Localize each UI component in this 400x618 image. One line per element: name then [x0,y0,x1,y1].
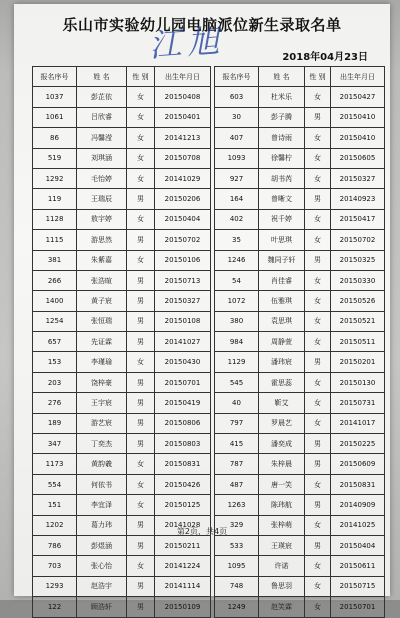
document-date: 2018年04月23日 [282,52,368,63]
table-row [215,250,385,270]
cell-gender: 男 [305,107,331,127]
table-row [33,209,211,229]
cell-id: 276 [33,393,77,413]
cell-gender: 女 [305,393,331,413]
cell-name: 何依书 [77,474,127,494]
cell-gender: 女 [305,332,331,352]
cell-id: 603 [215,87,259,107]
table-row [33,495,211,515]
cell-gender: 男 [305,352,331,372]
cell-dob: 20150106 [155,250,211,270]
cell-id: 1254 [33,311,77,331]
table-row [215,168,385,188]
cell-name: 曾晰文 [259,189,305,209]
cell-dob: 20150803 [155,434,211,454]
cell-id: 487 [215,474,259,494]
cell-name: 王宇宸 [77,393,127,413]
cell-gender: 女 [305,128,331,148]
cell-gender: 女 [305,87,331,107]
cell-dob: 20150410 [331,128,385,148]
page-footer: 第2页，共4页 [176,527,228,536]
cell-id: 380 [215,311,259,331]
cell-dob: 20150325 [331,250,385,270]
cell-gender: 女 [127,87,155,107]
cell-id: 122 [33,597,77,617]
cell-id: 787 [215,454,259,474]
cell-gender: 男 [305,434,331,454]
cell-name: 饶梓豪 [77,372,127,392]
cell-gender: 女 [127,168,155,188]
cell-gender: 女 [127,352,155,372]
cell-gender: 男 [127,189,155,209]
cell-name: 顾浩轩 [77,597,127,617]
cell-dob: 20150408 [155,87,211,107]
cell-gender: 女 [305,270,331,290]
table-row [33,148,211,168]
cell-dob: 20141224 [155,556,211,576]
cell-dob: 20150731 [331,393,385,413]
cell-name: 张恒瑞 [77,311,127,331]
cell-gender: 女 [127,250,155,270]
cell-dob: 20150831 [331,474,385,494]
cell-name: 霍思蕊 [259,372,305,392]
table-row [215,270,385,290]
cell-name: 杜米乐 [259,87,305,107]
table-row [33,128,211,148]
cell-name: 潘奕成 [259,434,305,454]
cell-id: 984 [215,332,259,352]
header-id: 报名序号 [215,67,259,87]
cell-gender: 男 [127,332,155,352]
cell-id: 1263 [215,495,259,515]
cell-id: 533 [215,535,259,555]
cell-name: 陈玮航 [259,495,305,515]
cell-id: 1293 [33,576,77,596]
table-row [33,474,211,494]
cell-name: 周静萱 [259,332,305,352]
table-row [215,87,385,107]
cell-name: 王瑞辰 [77,189,127,209]
cell-gender: 女 [127,128,155,148]
cell-name: 游艺宸 [77,413,127,433]
cell-id: 266 [33,270,77,290]
cell-name: 刘琪涵 [77,148,127,168]
table-row [33,393,211,413]
table-row [33,107,211,127]
table-row [33,454,211,474]
table-row [33,168,211,188]
cell-dob: 20150701 [331,597,385,617]
cell-id: 86 [33,128,77,148]
cell-gender: 女 [127,209,155,229]
table-row [33,556,211,576]
cell-name: 唐一笑 [259,474,305,494]
cell-id: 1246 [215,250,259,270]
cell-id: 657 [33,332,77,352]
cell-dob: 20150702 [155,230,211,250]
cell-name: 丁奕杰 [77,434,127,454]
cell-gender: 男 [127,434,155,454]
table-header-row [215,67,385,87]
cell-id: 1400 [33,291,77,311]
cell-dob: 20150526 [331,291,385,311]
cell-name: 许诺 [259,556,305,576]
cell-dob: 20150327 [331,168,385,188]
cell-id: 519 [33,148,77,168]
cell-gender: 女 [127,556,155,576]
header-dob: 出生年月日 [155,67,211,87]
cell-name: 赵浩宇 [77,576,127,596]
cell-dob: 20150206 [155,189,211,209]
table-row [33,413,211,433]
cell-dob: 20141025 [331,515,385,535]
cell-id: 786 [33,535,77,555]
cell-gender: 女 [305,556,331,576]
cell-gender: 女 [305,230,331,250]
cell-dob: 20150611 [331,556,385,576]
cell-gender: 男 [305,454,331,474]
table-row [33,87,211,107]
cell-id: 1115 [33,230,77,250]
cell-name: 吕欣睿 [77,107,127,127]
cell-id: 407 [215,128,259,148]
handwritten-signature: 江旭 [147,21,227,65]
cell-gender: 男 [127,597,155,617]
cell-gender: 女 [305,474,331,494]
cell-name: 先证霖 [77,332,127,352]
cell-dob: 20141029 [155,168,211,188]
table-row [215,311,385,331]
cell-name: 彭煜涵 [77,535,127,555]
cell-name: 祝千婷 [259,209,305,229]
cell-name: 曾诗雨 [259,128,305,148]
cell-id: 1249 [215,597,259,617]
cell-id: 381 [33,250,77,270]
cell-dob: 20150426 [155,474,211,494]
cell-id: 554 [33,474,77,494]
cell-name: 胡书芮 [259,168,305,188]
table-row [215,535,385,555]
table-row [33,291,211,311]
cell-name: 王瑛宸 [259,535,305,555]
cell-dob: 20150701 [155,372,211,392]
cell-id: 30 [215,107,259,127]
cell-gender: 女 [127,495,155,515]
cell-id: 402 [215,209,259,229]
cell-id: 1037 [33,87,77,107]
cell-dob: 20150521 [331,311,385,331]
table-row [215,393,385,413]
header-id: 报名序号 [33,67,77,87]
document-sheet [14,4,390,611]
cell-dob: 20150609 [331,454,385,474]
table-row [33,535,211,555]
cell-dob: 20150417 [331,209,385,229]
cell-dob: 20150806 [155,413,211,433]
table-row [215,372,385,392]
cell-dob: 20150713 [155,270,211,290]
cell-id: 164 [215,189,259,209]
table-row [215,148,385,168]
cell-name: 游思然 [77,230,127,250]
cell-id: 415 [215,434,259,454]
cell-gender: 女 [127,454,155,474]
cell-name: 魏同子轩 [259,250,305,270]
cell-gender: 男 [127,311,155,331]
cell-dob: 20150130 [331,372,385,392]
cell-gender: 男 [127,270,155,290]
table-row [215,230,385,250]
cell-dob: 20150401 [155,107,211,127]
cell-name: 黄韵羲 [77,454,127,474]
cell-gender: 男 [305,189,331,209]
cell-name: 朱梓晨 [259,454,305,474]
cell-gender: 女 [305,209,331,229]
cell-dob: 20140923 [331,189,385,209]
table-row [33,434,211,454]
cell-gender: 男 [127,291,155,311]
cell-dob: 20150108 [155,311,211,331]
cell-id: 1072 [215,291,259,311]
cell-name: 赵笑霖 [259,597,305,617]
cell-name: 朱紫嘉 [77,250,127,270]
cell-name: 毛怡婷 [77,168,127,188]
cell-name: 葛力玮 [77,515,127,535]
header-gender: 性 别 [305,67,331,87]
table-header-row [33,67,211,87]
cell-name: 靳艾 [259,393,305,413]
header-name: 姓 名 [259,67,305,87]
table-row [215,474,385,494]
cell-name: 黄子宸 [77,291,127,311]
cell-name: 罗晨艺 [259,413,305,433]
cell-gender: 女 [305,576,331,596]
cell-dob: 20141028 [155,515,211,535]
cell-dob: 20150430 [155,352,211,372]
cell-dob: 20150427 [331,87,385,107]
cell-gender: 男 [305,495,331,515]
cell-name: 彭芷依 [77,87,127,107]
table-row [33,576,211,596]
cell-dob: 20150225 [331,434,385,454]
cell-name: 敖宇婷 [77,209,127,229]
table-row [33,250,211,270]
cell-id: 54 [215,270,259,290]
cell-gender: 女 [305,372,331,392]
cell-gender: 男 [305,250,331,270]
cell-name: 潘玮宸 [259,352,305,372]
table-row [33,332,211,352]
cell-gender: 女 [305,515,331,535]
cell-dob: 20141017 [331,413,385,433]
cell-gender: 男 [127,515,155,535]
cell-dob: 20150511 [331,332,385,352]
table-row [215,352,385,372]
cell-id: 1202 [33,515,77,535]
cell-id: 1292 [33,168,77,188]
cell-id: 153 [33,352,77,372]
cell-gender: 男 [127,535,155,555]
table-row [33,270,211,290]
table-row [215,291,385,311]
cell-gender: 女 [305,311,331,331]
cell-id: 40 [215,393,259,413]
cell-dob: 20150605 [331,148,385,168]
document-title: 乐山市实验幼儿园电脑派位新生录取名单 [62,16,342,34]
table-row [215,128,385,148]
table-row [215,189,385,209]
cell-dob: 20150201 [331,352,385,372]
cell-name: 李宜泽 [77,495,127,515]
cell-name: 张心怡 [77,556,127,576]
cell-id: 797 [215,413,259,433]
table-row [215,454,385,474]
cell-gender: 男 [127,393,155,413]
cell-dob: 20150708 [155,148,211,168]
cell-dob: 20150715 [331,576,385,596]
cell-id: 1093 [215,148,259,168]
header-gender: 性 别 [127,67,155,87]
cell-gender: 女 [305,413,331,433]
table-row [215,434,385,454]
cell-dob: 20150404 [155,209,211,229]
table-row [215,495,385,515]
cell-dob: 20150410 [331,107,385,127]
cell-gender: 男 [127,576,155,596]
cell-name: 徐馨柠 [259,148,305,168]
cell-gender: 女 [127,148,155,168]
header-dob: 出生年月日 [331,67,385,87]
cell-dob: 20150831 [155,454,211,474]
cell-name: 肖佳睿 [259,270,305,290]
cell-gender: 男 [305,535,331,555]
cell-id: 703 [33,556,77,576]
cell-dob: 20141213 [155,128,211,148]
cell-name: 袁思琪 [259,311,305,331]
cell-id: 203 [33,372,77,392]
cell-id: 35 [215,230,259,250]
cell-dob: 20141114 [155,576,211,596]
cell-gender: 男 [127,230,155,250]
table-row [33,189,211,209]
cell-id: 748 [215,576,259,596]
cell-dob: 20141027 [155,332,211,352]
cell-dob: 20150211 [155,535,211,555]
cell-name: 张浩暄 [77,270,127,290]
cell-name: 彭子腾 [259,107,305,127]
cell-id: 119 [33,189,77,209]
cell-dob: 20150702 [331,230,385,250]
table-row [215,556,385,576]
cell-id: 347 [33,434,77,454]
cell-gender: 女 [305,168,331,188]
table-row [215,209,385,229]
cell-id: 1061 [33,107,77,127]
cell-id: 189 [33,413,77,433]
cell-dob: 20150327 [155,291,211,311]
cell-id: 329 [215,515,259,535]
table-row [215,107,385,127]
cell-id: 151 [33,495,77,515]
cell-dob: 20150330 [331,270,385,290]
cell-id: 1095 [215,556,259,576]
cell-name: 李瑾瑜 [77,352,127,372]
cell-name: 鲁思羽 [259,576,305,596]
cell-id: 1129 [215,352,259,372]
table-row [33,352,211,372]
cell-gender: 女 [305,291,331,311]
cell-dob: 20150109 [155,597,211,617]
header-name: 姓 名 [77,67,127,87]
cell-name: 叶思琪 [259,230,305,250]
cell-id: 927 [215,168,259,188]
cell-gender: 女 [305,597,331,617]
cell-gender: 男 [127,372,155,392]
table-row [33,230,211,250]
cell-dob: 20150125 [155,495,211,515]
table-row [215,413,385,433]
cell-id: 1173 [33,454,77,474]
cell-name: 冯馨滢 [77,128,127,148]
cell-id: 1128 [33,209,77,229]
cell-dob: 20150404 [331,535,385,555]
cell-gender: 女 [305,148,331,168]
cell-id: 545 [215,372,259,392]
cell-gender: 男 [127,413,155,433]
cell-name: 伍雅琪 [259,291,305,311]
table-row [215,576,385,596]
cell-dob: 20150419 [155,393,211,413]
cell-name: 张梓萌 [259,515,305,535]
cell-dob: 20140909 [331,495,385,515]
cell-gender: 女 [127,474,155,494]
cell-gender: 女 [127,107,155,127]
table-row [33,311,211,331]
table-row [33,372,211,392]
table-row [215,332,385,352]
